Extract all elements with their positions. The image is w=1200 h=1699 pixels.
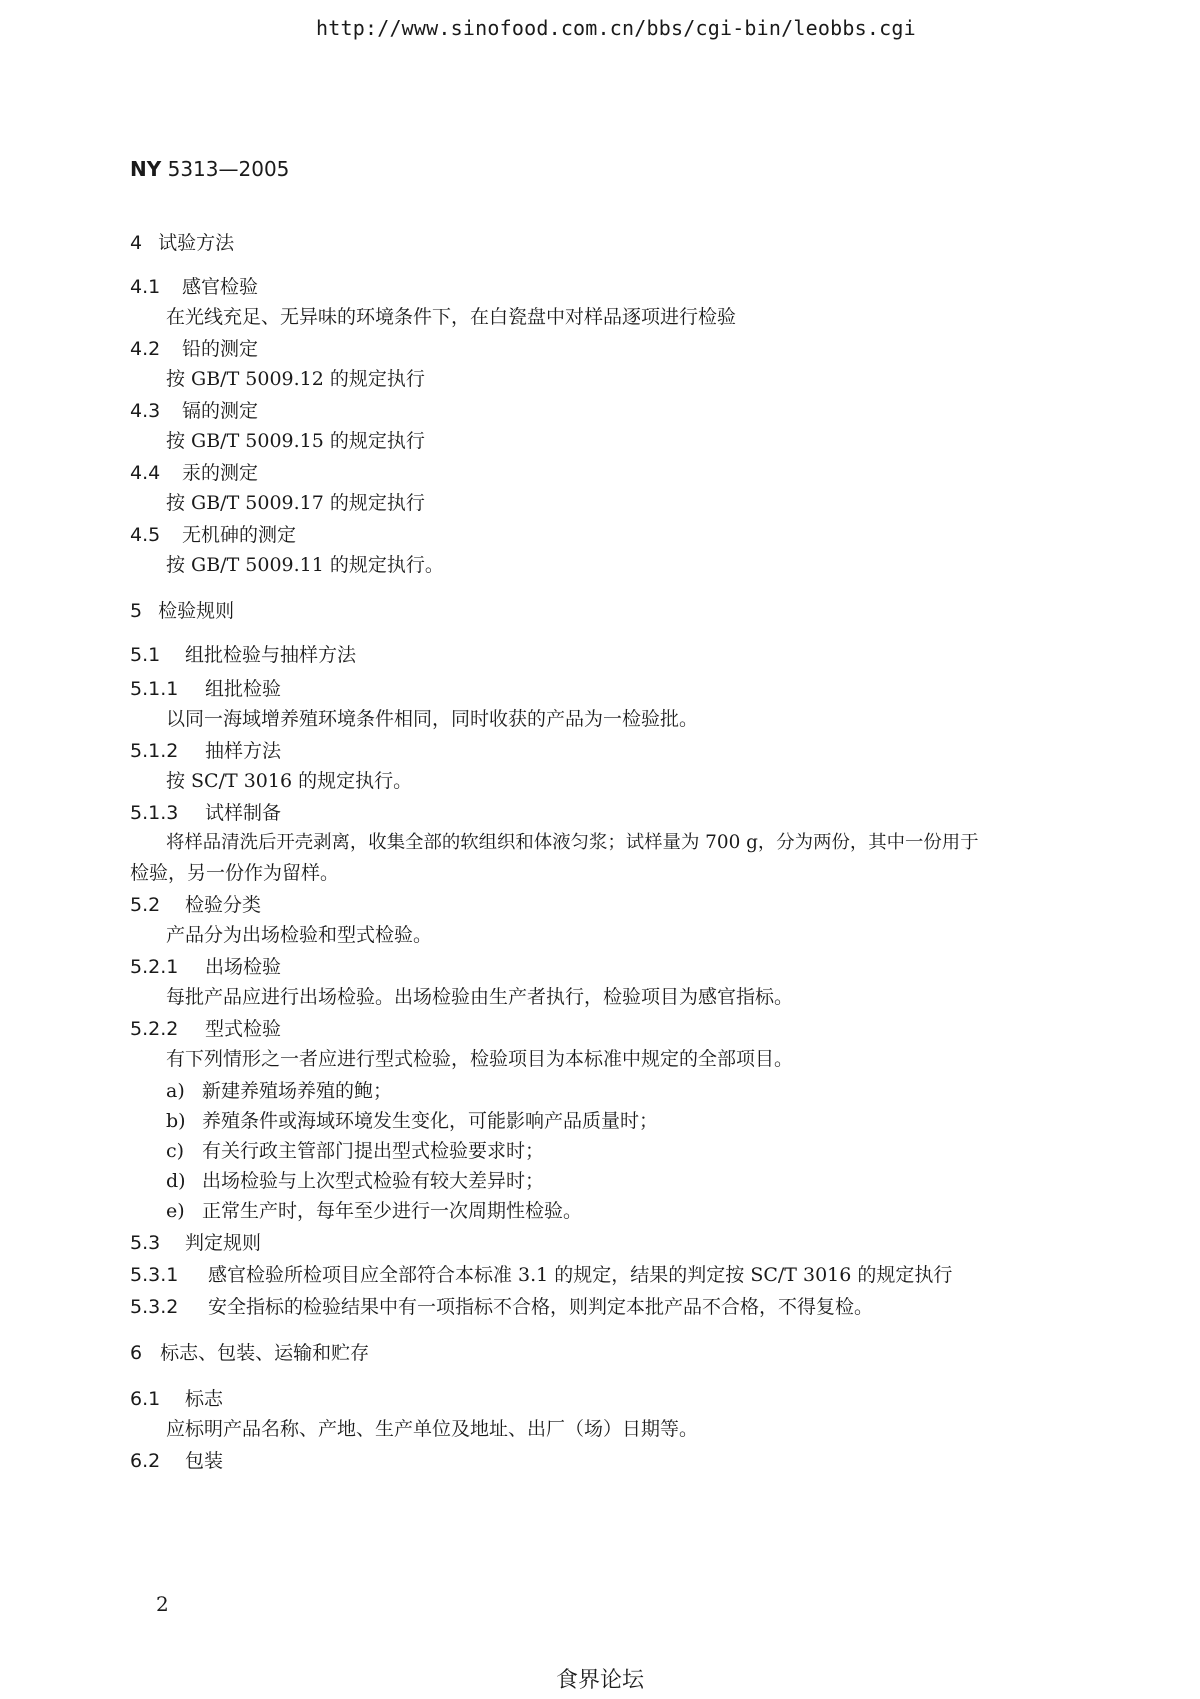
section-4-1-text: 在光线充足、无异味的环境条件下，在白瓷盘中对样品逐项进行检验 [166, 306, 737, 328]
section-title: 型式检验 [205, 1018, 282, 1040]
section-number: 4.1 [130, 276, 161, 298]
section-5-1-3-heading [130, 798, 281, 825]
section-title: 组批检验 [205, 678, 282, 700]
list-item-label: a) [166, 1080, 185, 1102]
section-number: 5.2.2 [130, 1018, 179, 1040]
section-4-2-heading [130, 334, 258, 361]
section-5-3-2-text: 安全指标的检验结果中有一项指标不合格，则判定本批产品不合格，不得复检。 [208, 1296, 874, 1318]
section-title: 试样制备 [205, 802, 282, 824]
section-title: 抽样方法 [205, 740, 282, 762]
standard-code: 5313—2005 [167, 157, 290, 181]
section-4-5-heading [130, 520, 296, 547]
section-number: 4.4 [130, 462, 161, 484]
section-title: 标志、包装、运输和贮存 [160, 1342, 370, 1364]
section-5-1-3-text-line1: 将样品清洗后开壳剥离，收集全部的软组织和体液匀浆；试样量为 700 g，分为两份，其中一份用于 [166, 832, 979, 853]
list-item-label: d) [166, 1170, 186, 1192]
section-title: 包装 [185, 1450, 224, 1472]
section-5-1-1-text: 以同一海域增养殖环境条件相同，同时收获的产品为一检验批。 [166, 708, 699, 730]
section-title: 铅的测定 [182, 338, 259, 360]
section-title: 无机砷的测定 [182, 524, 297, 546]
footer-text: 食界论坛 [556, 1668, 645, 1693]
section-5-1-1-heading [130, 674, 281, 701]
section-title: 出场检验 [205, 956, 282, 978]
list-item-text: 新建养殖场养殖的鲍； [202, 1080, 393, 1102]
section-4-5-text: 按 GB/T 5009.11 的规定执行。 [166, 554, 444, 576]
section-number: 5.3.1 [130, 1264, 179, 1286]
section-number: 5.3 [130, 1232, 161, 1254]
list-item-text: 正常生产时，每年至少进行一次周期性检验。 [202, 1200, 583, 1222]
section-4-3-heading [130, 396, 258, 423]
standard-prefix: NY [130, 157, 162, 181]
section-5-2-1-text: 每批产品应进行出场检验。出场检验由生产者执行，检验项目为感官指标。 [166, 986, 794, 1008]
section-title: 组批检验与抽样方法 [185, 644, 357, 666]
section-5-heading [130, 596, 234, 623]
header-url: http://www.sinofood.com.cn/bbs/cgi-bin/leobbs.cgi [316, 16, 916, 40]
list-item-text: 出场检验与上次型式检验有较大差异时； [202, 1170, 545, 1192]
section-title: 检验规则 [158, 600, 235, 622]
list-item [166, 1136, 544, 1163]
section-title: 检验分类 [185, 894, 262, 916]
standard-number [130, 157, 289, 181]
section-4-3-text: 按 GB/T 5009.15 的规定执行 [166, 430, 425, 452]
section-number: 5.1.1 [130, 678, 179, 700]
section-5-3-2 [130, 1292, 873, 1319]
section-4-2-text: 按 GB/T 5009.12 的规定执行 [166, 368, 425, 390]
section-number: 5.2.1 [130, 956, 179, 978]
section-6-1-heading [130, 1384, 223, 1411]
section-5-3-1-text: 感官检验所检项目应全部符合本标准 3.1 的规定，结果的判定按 SC/T 3016 的规定执行 [208, 1264, 953, 1286]
section-6-2-heading [130, 1446, 223, 1473]
list-item [166, 1076, 392, 1103]
section-number: 5.1.3 [130, 802, 179, 824]
section-number: 5 [130, 600, 143, 622]
section-5-1-heading [130, 640, 356, 667]
section-5-1-2-text: 按 SC/T 3016 的规定执行。 [166, 770, 413, 792]
section-title: 判定规则 [185, 1232, 262, 1254]
section-5-2-heading [130, 890, 261, 917]
section-title: 镉的测定 [182, 400, 259, 422]
section-5-3-heading [130, 1228, 261, 1255]
page-number: 2 [156, 1592, 169, 1616]
section-5-1-3-text-line2: 检验，另一份作为留样。 [130, 862, 340, 884]
section-title: 感官检验 [182, 276, 259, 298]
list-item [166, 1196, 582, 1223]
section-title: 汞的测定 [182, 462, 259, 484]
section-4-heading [130, 228, 234, 255]
section-number: 6 [130, 1342, 143, 1364]
list-item [166, 1106, 658, 1133]
section-number: 4.5 [130, 524, 161, 546]
list-item-text: 养殖条件或海域环境发生变化，可能影响产品质量时； [202, 1110, 659, 1132]
section-5-3-1 [130, 1260, 952, 1287]
section-title: 试验方法 [158, 232, 235, 254]
section-5-2-text: 产品分为出场检验和型式检验。 [166, 924, 433, 946]
section-number: 6.1 [130, 1388, 161, 1410]
section-5-1-2-heading [130, 736, 281, 763]
section-5-2-1-heading [130, 952, 281, 979]
section-number: 4.2 [130, 338, 161, 360]
section-4-1-heading [130, 272, 258, 299]
section-number: 4.3 [130, 400, 161, 422]
section-number: 6.2 [130, 1450, 161, 1472]
section-number: 5.1 [130, 644, 161, 666]
section-number: 4 [130, 232, 143, 254]
list-item-label: e) [166, 1200, 185, 1222]
section-number: 5.1.2 [130, 740, 179, 762]
section-number: 5.2 [130, 894, 161, 916]
section-5-2-2-heading [130, 1014, 281, 1041]
section-6-1-text: 应标明产品名称、产地、生产单位及地址、出厂（场）日期等。 [166, 1418, 699, 1440]
section-6-heading [130, 1338, 369, 1365]
section-5-2-2-text: 有下列情形之一者应进行型式检验，检验项目为本标准中规定的全部项目。 [166, 1048, 794, 1070]
section-number: 5.3.2 [130, 1296, 179, 1318]
list-item-label: b) [166, 1110, 186, 1132]
list-item [166, 1166, 544, 1193]
section-title: 标志 [185, 1388, 224, 1410]
list-item-text: 有关行政主管部门提出型式检验要求时； [202, 1140, 545, 1162]
section-4-4-text: 按 GB/T 5009.17 的规定执行 [166, 492, 425, 514]
section-4-4-heading [130, 458, 258, 485]
list-item-label: c) [166, 1140, 185, 1162]
